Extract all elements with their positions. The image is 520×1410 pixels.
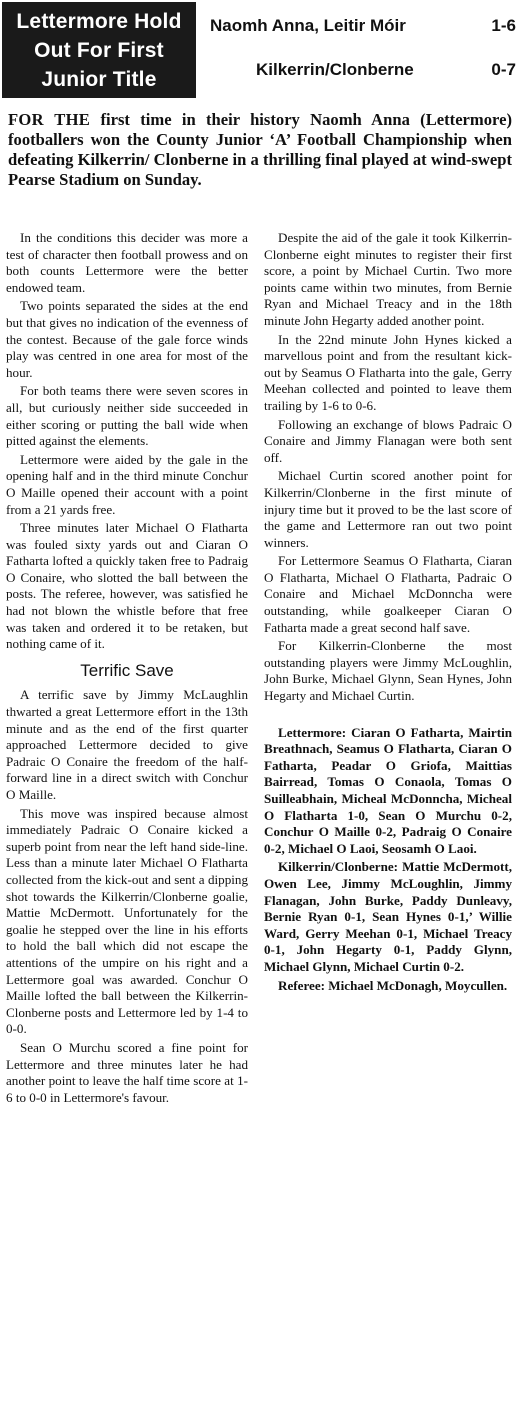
referee-line: Referee: Michael McDonagh, Moycullen.: [278, 977, 508, 993]
lineup-lettermore: Lettermore: Ciaran O Fatharta, Mairtin Breathnach, Seamus O Flatharta, Ciaran O Fatharta, Peadar O Griofa, Maittias Bairread, Tomas O Conaola, Tomas O Suilleabhain, Micheal McDonncha, Micheal O Flatharta 1-0, Sean O Murchu 0-2, Conchur O Maille 0-2, Padraig O Conaire 0-2, Michael O Laoi, Seosamh O Laoi.: [264, 724, 512, 856]
article-paragraph: Following an exchange of blows Padraic O Conaire and Jimmy Flanagan were both sent off.: [264, 416, 512, 465]
article-paragraph: Despite the aid of the gale it took Kilkerrin-Clonberne eight minutes to register their first score, a point by Michael Curtin. Two more points came within two minutes, from Bernie Ryan and Michael Treacy and in the 18th minute John Hegarty added another point.: [264, 230, 512, 328]
headline-line-3: Junior Title: [41, 67, 157, 91]
score-line-home: [210, 16, 516, 36]
headline-line-1: Lettermore Hold: [16, 9, 182, 33]
article-paragraph: Lettermore were aided by the gale in the opening half and in the third minute Conchur O Maille opened their account with a point from a 21 yards free.: [6, 451, 248, 517]
score-line-away: [210, 60, 516, 80]
article-paragraph: This move was inspired because almost immediately Padraic O Conaire kicked a superb point from near the left hand side-line. Less than a minute later Michael O Flatharta collected from the kick-out and sent a dipping shot towards the Kilkerrin/Clonberne goalie, Mattie McDermott. Unfortunately for the goalie he stepped over the line in his efforts to hold the ball which did not escape the attentions of the umpire on his right and a Lettermore goal was awarded. Conchur O Maille lofted the ball between the Kilkerrin-Clonberne posts and Lettermore led by 1-4 to 0-0.: [6, 805, 248, 1037]
headline-box: [2, 2, 196, 98]
article-paragraph: In the conditions this decider was more a test of character then football prowess and on both counts Lettermore were the better endowed team.: [6, 230, 248, 295]
lead-kicker: FOR THE: [8, 110, 91, 129]
article-paragraph: For Kilkerrin-Clonberne the most outstanding players were Jimmy McLoughlin, John Burke, Michael Glynn, Sean Hynes, John Hegarty and Michael Curtin.: [264, 638, 512, 704]
score-team-name: Kilkerrin/Clonberne: [256, 60, 414, 79]
article-column-left: [6, 230, 248, 1108]
article-paragraph: Sean O Murchu scored a fine point for Lettermore and three minutes later he had another point to leave the half time score at 1-6 to 0-0 in Lettermore's favour.: [6, 1039, 248, 1105]
lead-paragraph: [8, 110, 512, 190]
article-paragraph: A terrific save by Jimmy McLaughlin thwarted a great Lettermore effort in the 13th minute and as the end of the first quarter approached Lettermore decided to give Padraic O Conaire the freedom of the half-forward line in a direct switch with Conchur O Maille.: [6, 687, 248, 802]
headline-line-2: Out For First: [34, 38, 164, 62]
article-paragraph: For Lettermore Seamus O Flatharta, Ciaran O Flatharta, Michael O Flatharta, Padraic O Conaire and Michael McDonncha were outstanding, while goalkeeper Ciaran O Fatharta made a great second half save.: [264, 553, 512, 635]
score-value: 1-6: [491, 16, 516, 35]
lineup-kilkerrin-clonberne: Kilkerrin/Clonberne: Mattie McDermott, Owen Lee, Jimmy McLoughlin, Jimmy Flanagan, John Burke, Paddy Dunleavy, Bernie Ryan 0-1, Sean Hynes 0-1,’ Willie Ward, Gerry Meehan 0-1, Michael Treacy 0-1, John Hegarty 0-1, Paddy Glynn, Michael Glynn, Michael Curtin 0-2.: [264, 859, 512, 974]
article-paragraph: Two points separated the sides at the end but that gives no indication of the evenness of the contest. Because of the gale force winds play was centred in one area for most of the hour.: [6, 298, 248, 380]
article-paragraph: For both teams there were seven scores in all, but curiously neither side succeeded in either scoring or putting the ball wide when pitted against the elements.: [6, 383, 248, 449]
score-value: 0-7: [491, 60, 516, 79]
article-paragraph: Three minutes later Michael O Flatharta was fouled sixty yards out and Ciaran O Fatharta lofted a quickly taken free to Padraig O Conaire, who slotted the ball between the posts. The referee, however, was satisfied he had not blown the whistle before that free was taken and ordered it to be retaken, but nothing came of it.: [6, 520, 248, 652]
subheading: Terrific Save: [80, 660, 174, 680]
article-paragraph: In the 22nd minute John Hynes kicked a marvellous point and from the resultant kick-out by Seamus O Flatharta into the gale, Gerry Meehan collected and pointed to leave them trailing by 1-6 to 0-6.: [264, 331, 512, 413]
score-team-name: Naomh Anna, Leitir Móir: [210, 16, 406, 35]
article-column-right: [264, 230, 512, 996]
article-paragraph: Michael Curtin scored another point for Kilkerrin/Clonberne in the first minute of injury time but it proved to be the last score of the game and Lettermore ran out two point winners.: [264, 468, 512, 550]
team-lineups: [264, 725, 512, 995]
lead-text: first time in their history Naomh Anna (Lettermore) footballers won the County Junior ‘A’ Football Championship when defeating Kilkerrin/ Clonberne in a thrilling final played at wind-swept Pearse Stadium on Sunday.: [8, 110, 512, 189]
